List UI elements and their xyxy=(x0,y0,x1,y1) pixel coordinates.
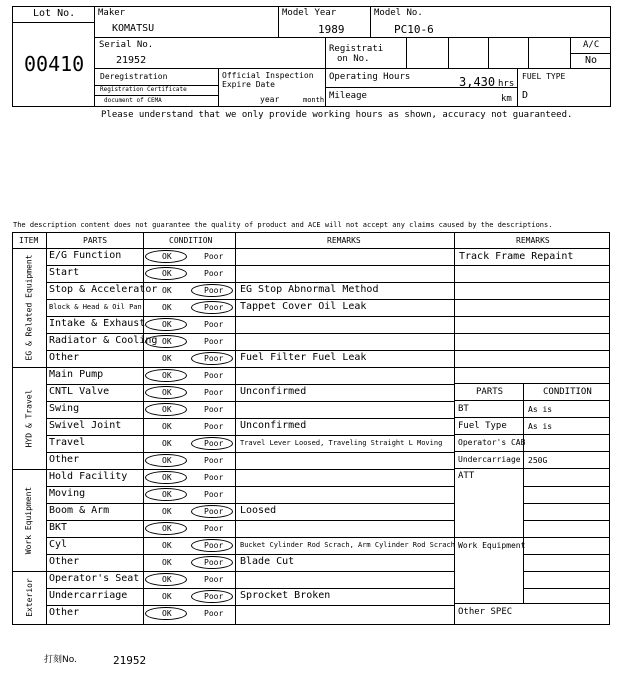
ok-option: OK xyxy=(162,354,172,363)
ok-circle-mark xyxy=(145,607,187,620)
right-cond-bt: As is xyxy=(528,405,553,414)
poor-circle-mark xyxy=(191,437,233,450)
remark-text: EG Stop Abnormal Method xyxy=(240,284,379,295)
year-label: year xyxy=(260,95,280,104)
official-inspection-1: Official Inspection xyxy=(222,71,314,80)
ok-circle-mark xyxy=(145,267,187,280)
ac-label: A/C xyxy=(583,40,600,50)
part-name: Hold Facility xyxy=(49,471,128,482)
group-label-hyd: HYD & Travel xyxy=(24,389,34,447)
official-inspection-2: Expire Date xyxy=(222,80,275,89)
ok-circle-mark xyxy=(145,488,187,501)
part-name: Boom & Arm xyxy=(49,505,110,516)
poor-option: Poor xyxy=(204,592,224,601)
model-year-value: 1989 xyxy=(318,23,345,36)
registration-label-1: Registrati xyxy=(329,44,384,54)
table-row xyxy=(46,605,454,622)
ok-circle-mark xyxy=(145,522,187,535)
poor-option: Poor xyxy=(204,524,224,533)
right-att-label: ATT xyxy=(458,471,475,481)
remark-text: Unconfirmed xyxy=(240,420,307,431)
mileage-label: Mileage xyxy=(329,91,367,101)
poor-option: Poor xyxy=(204,558,224,567)
right-cond-fuel: As is xyxy=(528,422,553,431)
ok-option: OK xyxy=(162,303,172,312)
part-name: Other xyxy=(49,556,80,567)
part-name: E/G Function xyxy=(49,250,122,261)
table-row xyxy=(46,537,454,554)
remark-text: Fuel Filter Fuel Leak xyxy=(240,352,367,363)
table-row xyxy=(46,469,454,486)
table-row xyxy=(46,452,454,469)
table-row xyxy=(46,384,454,401)
right-parts-header: PARTS xyxy=(476,387,504,397)
part-name: Undercarriage xyxy=(49,590,128,601)
table-row xyxy=(46,367,454,384)
poor-option: Poor xyxy=(204,388,224,397)
poor-circle-mark xyxy=(191,556,233,569)
ok-circle-mark xyxy=(145,454,187,467)
table-row xyxy=(46,282,454,299)
poor-circle-mark xyxy=(191,352,233,365)
ok-option: OK xyxy=(162,609,172,618)
part-name: Main Pump xyxy=(49,369,104,380)
part-name: Moving xyxy=(49,488,86,499)
fuel-type-label: FUEL TYPE xyxy=(522,72,566,81)
part-name: Other xyxy=(49,352,80,363)
table-row xyxy=(46,401,454,418)
table-row xyxy=(46,486,454,503)
ok-circle-mark xyxy=(145,369,187,382)
operating-hours-label: Operating Hours xyxy=(329,72,411,82)
stamp-no-value: 21952 xyxy=(113,654,147,667)
table-row xyxy=(46,350,454,367)
registration-label-2: on No. xyxy=(337,54,370,64)
ok-circle-mark xyxy=(145,250,187,263)
disclaimer: The description content does not guarantee the quality of product and ACE will not accept any claims caused by the descriptions. xyxy=(13,221,553,229)
ok-option: OK xyxy=(162,473,172,482)
right-remarks-first: Track Frame Repaint xyxy=(459,251,574,262)
part-name: Intake & Exhaust xyxy=(49,318,146,329)
right-condition-header: CONDITION xyxy=(543,387,592,397)
right-cond-undercarriage: 250G xyxy=(528,456,548,465)
table-row xyxy=(46,248,454,265)
group-label-work: Work Equipment xyxy=(24,486,34,554)
ok-option: OK xyxy=(162,575,172,584)
table-row xyxy=(46,571,454,588)
table-row xyxy=(46,316,454,333)
table-row xyxy=(46,435,454,452)
poor-option: Poor xyxy=(204,609,224,618)
ok-option: OK xyxy=(162,422,172,431)
part-name: Cyl xyxy=(49,539,68,550)
hrs-unit: hrs xyxy=(498,79,515,89)
right-remarks-header: REMARKS xyxy=(516,236,550,245)
serial-label: Serial No. xyxy=(99,40,154,50)
hours-note: Please understand that we only provide working hours as shown, accuracy not guaranteed. xyxy=(101,110,573,120)
ok-option: OK xyxy=(162,337,172,346)
part-name: Swing xyxy=(49,403,80,414)
ok-option: OK xyxy=(162,490,172,499)
ok-option: OK xyxy=(162,592,172,601)
condition-header: CONDITION xyxy=(169,236,213,245)
poor-option: Poor xyxy=(204,337,224,346)
ok-option: OK xyxy=(162,541,172,550)
part-name: Block & Head & Oil Pan xyxy=(49,303,142,311)
part-name: Radiator & Cooling xyxy=(49,335,158,346)
part-name: Operator's Seat xyxy=(49,573,140,584)
ok-circle-mark xyxy=(145,386,187,399)
maker-label: Maker xyxy=(98,8,126,18)
table-row xyxy=(46,299,454,316)
item-header: ITEM xyxy=(19,236,39,245)
poor-option: Poor xyxy=(204,320,224,329)
remark-text: Blade Cut xyxy=(240,556,295,567)
ok-option: OK xyxy=(162,269,172,278)
table-row xyxy=(46,418,454,435)
poor-option: Poor xyxy=(204,490,224,499)
remark-text: Tappet Cover Oil Leak xyxy=(240,301,367,312)
ok-circle-mark xyxy=(145,573,187,586)
reg-cert-label: Registration Certificate xyxy=(100,86,187,93)
ac-value: No xyxy=(585,55,598,66)
part-name: CNTL Valve xyxy=(49,386,110,397)
poor-option: Poor xyxy=(204,439,224,448)
lot-value: 00410 xyxy=(24,52,85,76)
poor-circle-mark xyxy=(191,539,233,552)
poor-circle-mark xyxy=(191,301,233,314)
deregistration-label: Deregistration xyxy=(100,72,168,81)
poor-option: Poor xyxy=(204,252,224,261)
model-no-value: PC10-6 xyxy=(394,23,434,36)
table-row xyxy=(46,520,454,537)
table-row xyxy=(46,265,454,282)
poor-option: Poor xyxy=(204,507,224,516)
parts-header: PARTS xyxy=(83,236,108,245)
right-part-undercarriage: Undercarriage xyxy=(458,455,521,464)
part-name: BKT xyxy=(49,522,68,533)
poor-option: Poor xyxy=(204,354,224,363)
remark-text: Loosed xyxy=(240,505,277,516)
model-year-label: Model Year xyxy=(282,8,337,18)
poor-circle-mark xyxy=(191,590,233,603)
ok-option: OK xyxy=(162,524,172,533)
poor-option: Poor xyxy=(204,371,224,380)
table-row xyxy=(46,503,454,520)
lot-label: Lot No. xyxy=(33,8,76,19)
part-name: Stop & Accelerator xyxy=(49,284,158,295)
remark-text: Travel Lever Loosed, Traveling Straight L Moving xyxy=(240,439,443,447)
ok-option: OK xyxy=(162,286,172,295)
ok-option: OK xyxy=(162,371,172,380)
model-no-label: Model No. xyxy=(374,8,423,18)
ok-option: OK xyxy=(162,405,172,414)
ok-option: OK xyxy=(162,439,172,448)
maker-value: KOMATSU xyxy=(112,23,155,34)
remarks-header: REMARKS xyxy=(327,236,361,245)
fuel-type-value: D xyxy=(522,90,529,101)
serial-value: 21952 xyxy=(116,55,147,66)
km-unit: km xyxy=(501,94,512,104)
ok-option: OK xyxy=(162,507,172,516)
right-work-equipment-label: Work Equipment xyxy=(458,541,526,550)
remark-text: Sprocket Broken xyxy=(240,590,331,601)
operating-hours-value: 3,430 xyxy=(459,75,496,89)
ok-circle-mark xyxy=(145,471,187,484)
poor-option: Poor xyxy=(204,422,224,431)
remark-text: Unconfirmed xyxy=(240,386,307,397)
table-row xyxy=(46,588,454,605)
ok-option: OK xyxy=(162,558,172,567)
part-name: Travel xyxy=(49,437,86,448)
part-name: Other xyxy=(49,454,80,465)
right-other-spec-label: Other SPEC xyxy=(458,607,513,617)
ok-option: OK xyxy=(162,388,172,397)
group-label-eg: EG & Related Equipment xyxy=(24,254,34,361)
ok-option: OK xyxy=(162,320,172,329)
remark-text: Bucket Cylinder Rod Scrach, Arm Cylinder Rod Scrach xyxy=(240,541,455,549)
right-part-bt: BT xyxy=(458,404,469,414)
ok-circle-mark xyxy=(145,335,187,348)
part-name: Swivel Joint xyxy=(49,420,122,431)
part-name: Start xyxy=(49,267,80,278)
ok-option: OK xyxy=(162,456,172,465)
poor-option: Poor xyxy=(204,303,224,312)
ok-option: OK xyxy=(162,252,172,261)
poor-option: Poor xyxy=(204,269,224,278)
poor-option: Poor xyxy=(204,541,224,550)
right-part-fuel: Fuel Type xyxy=(458,421,507,431)
ok-circle-mark xyxy=(145,403,187,416)
poor-option: Poor xyxy=(204,473,224,482)
ok-circle-mark xyxy=(145,318,187,331)
poor-circle-mark xyxy=(191,505,233,518)
table-row xyxy=(46,554,454,571)
poor-option: Poor xyxy=(204,286,224,295)
group-label-exterior: Exterior xyxy=(24,578,34,617)
poor-option: Poor xyxy=(204,456,224,465)
table-row xyxy=(46,333,454,350)
poor-circle-mark xyxy=(191,284,233,297)
month-label: month xyxy=(303,96,325,104)
part-name: Other xyxy=(49,607,80,618)
stamp-no-label: 打刻No. xyxy=(44,655,77,665)
right-part-cab: Operator's CAB xyxy=(458,438,526,447)
cema-label: document of CEMA xyxy=(104,97,162,104)
poor-option: Poor xyxy=(204,575,224,584)
poor-option: Poor xyxy=(204,405,224,414)
